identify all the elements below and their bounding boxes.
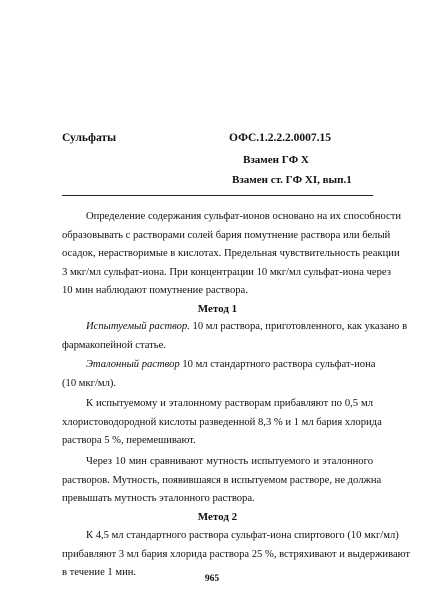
method-2-line: в течение 1 мин. [62,567,137,579]
reference-solution-text: 10 мл стандартного раствора сульфат-иона [179,359,376,370]
test-solution-text: 10 мл раствора, приготовленного, как указано в [189,321,408,332]
test-solution-term: Испытуемый раствор. [86,321,190,332]
intro-line: образовывать с растворами солей бария помутнение раствора или белый [62,229,391,241]
comparison-line: превышать мутность эталонного раствора. [62,493,255,505]
method-2-line: прибавляют 3 мл бария хлорида раствора 25 %, встряхивают и выдерживают [62,548,411,560]
reagents-paragraph [62,395,382,451]
replaces-note-2: Взамен ст. ГФ XI, вып.1 [232,174,352,186]
replaces-note-1: Взамен ГФ X [243,154,309,166]
header-divider [62,195,373,196]
test-solution-paragraph [62,318,408,355]
reference-solution-line [62,356,376,375]
reference-solution-term: Эталонный раствор [86,359,180,370]
comparison-line: Через 10 мин сравнивают мутность испытуемого и эталонного [86,456,373,467]
method-2-heading: Метод 2 [197,511,238,523]
reagents-line: К испытуемому и эталонному растворам прибавляют по 0,5 мл [86,398,373,409]
method-1-heading: Метод 1 [197,303,238,315]
intro-line: 10 мин наблюдают помутнение раствора. [62,285,248,297]
intro-line: осадок, нерастворимые в кислотах. Предельная чувствительность реакции [62,248,400,260]
reagents-line: хлористоводородной кислоты разведенной 8,3 % и 1 мл бария хлорида [62,416,382,428]
intro-line: 3 мкг/мл сульфат-иона. При концентрации 10 мкг/мл сульфат-иона через [62,266,391,278]
test-solution-line: фармакопейной статье. [62,339,166,351]
comparison-line: растворов. Мутность, появившаяся в испытуемом растворе, не должна [62,474,382,486]
reference-solution-paragraph [62,356,376,393]
page-number: 965 [204,574,220,584]
comparison-paragraph [62,453,382,509]
intro-line: Определение содержания сульфат-ионов основано на их способности [86,211,402,222]
reagents-line: раствора 5 %, перемешивают. [62,435,196,447]
page-title: Сульфаты [62,132,117,144]
method-2-line: К 4,5 мл стандартного раствора сульфат-иона спиртового (10 мкг/мл) [86,530,399,541]
reference-solution-line: (10 мкг/мл). [62,377,117,389]
test-solution-line [62,318,408,337]
intro-paragraph [62,208,402,301]
document-code: ОФС.1.2.2.2.0007.15 [229,132,332,144]
